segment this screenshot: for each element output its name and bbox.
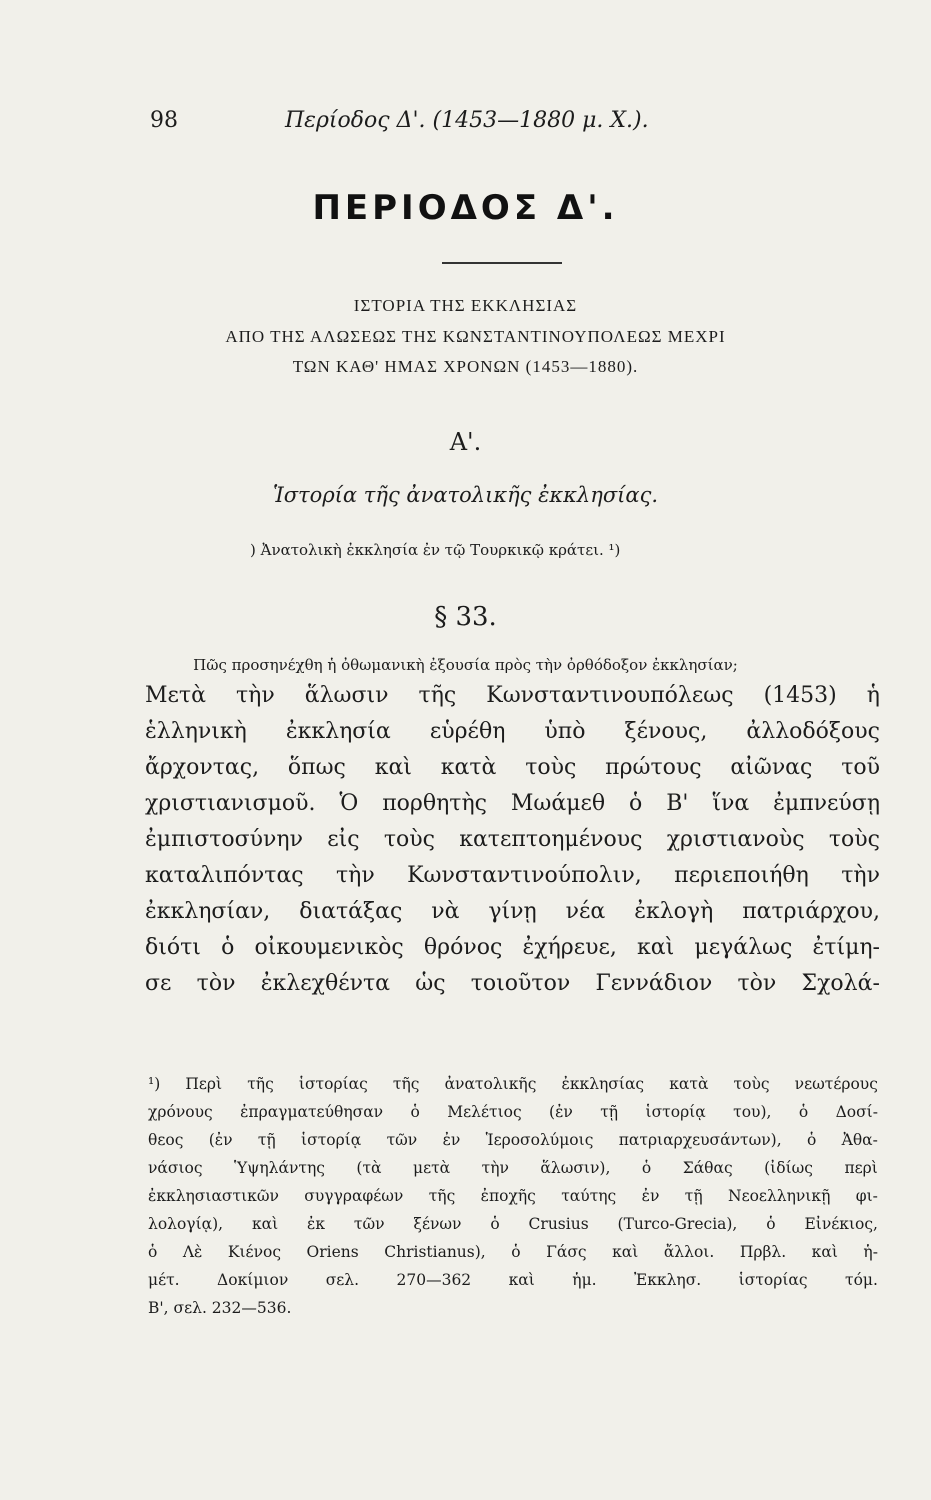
body-text xyxy=(145,678,880,1002)
word: κατὰ xyxy=(669,1075,709,1093)
word: Μελέτιος xyxy=(447,1103,522,1121)
word: τόμ. xyxy=(845,1271,878,1289)
word: εὑρέθη xyxy=(429,719,506,744)
word: καὶ xyxy=(251,1215,279,1233)
heading-rule xyxy=(442,262,562,264)
chapter-subtitle: ) Ἀνατολικὴ ἐκκλησία ἐν τῷ Τουρκικῷ κράτει. ¹) xyxy=(250,541,621,559)
word: ὁ xyxy=(511,1243,521,1261)
footnote-line xyxy=(148,1210,878,1238)
word: ἵνα xyxy=(712,791,750,816)
word: ἐκκλησιαστικῶν xyxy=(148,1187,279,1205)
body-line xyxy=(145,966,880,1002)
footnote xyxy=(148,1070,878,1322)
word: ἐκκλησίας xyxy=(561,1075,645,1093)
word: ἐκκλησίαν, xyxy=(145,899,271,924)
word: σελ. xyxy=(325,1271,360,1289)
word: ξένους, xyxy=(624,719,708,744)
word: ὁ xyxy=(148,1243,158,1261)
word: Γεννάδιον xyxy=(595,971,713,996)
word: θρόνος xyxy=(423,935,503,960)
word: (Turco-Grecia), xyxy=(617,1215,738,1233)
word: ἅλωσιν), xyxy=(540,1159,611,1177)
footnote-line xyxy=(148,1238,878,1266)
body-line xyxy=(145,930,880,966)
running-title: Περίοδος Δ'. (1453—1880 μ. Χ.). xyxy=(285,108,649,133)
word: ὁ xyxy=(641,1159,652,1177)
word: μεγάλως xyxy=(694,935,793,960)
word: ὁ xyxy=(490,1215,500,1233)
word: ταύτης xyxy=(561,1187,617,1205)
word: νεωτέρους xyxy=(794,1075,878,1093)
word: (1453) xyxy=(763,683,837,708)
word: ὅπως xyxy=(287,755,346,780)
word: ὁ xyxy=(798,1103,809,1121)
word: τοὺς xyxy=(383,827,435,852)
word: τῶν xyxy=(353,1215,385,1233)
word: Oriens xyxy=(306,1243,359,1261)
word: τοὺς xyxy=(733,1075,770,1093)
word: 270—362 xyxy=(396,1271,472,1289)
word: καὶ xyxy=(508,1271,535,1289)
word: ἐμπιστοσύνην xyxy=(145,827,303,852)
word: θεος xyxy=(148,1131,184,1149)
chapter-title: Ἱστορία τῆς ἀνατολικῆς ἐκκλησίας. xyxy=(272,483,659,507)
word: Ὁ xyxy=(339,791,359,816)
word: (ἐν xyxy=(208,1131,233,1149)
footnote-line: Β', σελ. 232—536. xyxy=(148,1299,292,1317)
word: (τὰ xyxy=(356,1159,382,1177)
word: φι- xyxy=(855,1187,878,1205)
word: νάσιος xyxy=(148,1159,203,1177)
word: τοιοῦτον xyxy=(470,971,571,996)
body-line xyxy=(145,894,880,930)
word: περιεποιήθη xyxy=(674,863,809,888)
word: γίνῃ xyxy=(488,899,537,924)
footnote-line xyxy=(148,1098,878,1126)
word: τῇ xyxy=(684,1187,703,1205)
word: νέα xyxy=(565,899,606,924)
word: (ἰδίως xyxy=(764,1159,813,1177)
word: τῆς xyxy=(247,1075,274,1093)
section-letter: Α'. xyxy=(449,428,482,456)
word: ὡς xyxy=(415,971,446,996)
word: οἰκουμενικὸς xyxy=(254,935,404,960)
word: ὁ xyxy=(221,935,235,960)
word: Πρβλ. xyxy=(739,1243,787,1261)
word: ἐπραγματεύθησαν xyxy=(240,1103,384,1121)
word: ἐτίμη- xyxy=(812,935,880,960)
word: καὶ xyxy=(637,935,675,960)
word: ἀλλοδόξους xyxy=(746,719,880,744)
word: συγγραφέων xyxy=(304,1187,404,1205)
word: ἡ- xyxy=(863,1243,878,1261)
word: ἱστορίας xyxy=(298,1075,368,1093)
word: ἐκ xyxy=(307,1215,326,1233)
word: (ἐν xyxy=(549,1103,573,1121)
word: περὶ xyxy=(844,1159,878,1177)
word: αἰῶνας xyxy=(730,755,813,780)
word: τῆς xyxy=(392,1075,420,1093)
word: εἰς xyxy=(327,827,360,852)
word: τὴν xyxy=(841,863,880,888)
word: λολογίᾳ), xyxy=(148,1215,224,1233)
word: ὁ xyxy=(766,1215,776,1233)
word: νὰ xyxy=(431,899,460,924)
word: ἐμπνεύσῃ xyxy=(773,791,880,816)
word: Κωνσταντινούπολιν, xyxy=(407,863,642,888)
word: χρόνους xyxy=(148,1103,213,1121)
word: χριστιανισμοῦ. xyxy=(145,791,316,816)
word: τοῦ xyxy=(841,755,880,780)
word: πρώτους xyxy=(605,755,702,780)
footnote-line xyxy=(148,1182,878,1210)
word: ἅλωσιν xyxy=(304,683,389,708)
period-heading: ΠΕΡΙΟΔΟΣ Δ'. xyxy=(312,188,619,228)
word: ὁ xyxy=(629,791,643,816)
word: ἱστορίᾳ xyxy=(301,1131,362,1149)
page-number: 98 xyxy=(150,108,178,133)
word: τὴν xyxy=(235,683,275,708)
word: ἱστορίας xyxy=(738,1271,808,1289)
word: ἐκκλησία xyxy=(285,719,391,744)
word: ¹) xyxy=(148,1075,161,1093)
word: ἐχήρευε, xyxy=(522,935,617,960)
word: καὶ xyxy=(374,755,412,780)
word: Νεοελληνικῇ xyxy=(728,1187,831,1205)
word: μετὰ xyxy=(413,1159,451,1177)
footnote-line xyxy=(148,1126,878,1154)
word: τὴν xyxy=(336,863,375,888)
word: Ἀθα- xyxy=(841,1131,878,1149)
word: σε xyxy=(145,971,172,996)
footnote-line xyxy=(148,1266,878,1294)
word: τῆς xyxy=(418,683,457,708)
subtitle-line-3: ΤΩΝ ΚΑΘ' ΗΜΑΣ ΧΡΟΝΩΝ (1453—1880). xyxy=(292,357,639,376)
word: κατὰ xyxy=(440,755,497,780)
word: πατριαρχευσάντων), xyxy=(618,1131,782,1149)
word: κατεπτοημένους xyxy=(459,827,643,852)
word: ὁ xyxy=(806,1131,817,1149)
word: καὶ xyxy=(811,1243,838,1261)
word: διότι xyxy=(145,935,201,960)
word: Β' xyxy=(666,791,689,816)
word: ἀνατολικῆς xyxy=(444,1075,537,1093)
word: ἐν xyxy=(442,1131,461,1149)
word: τοὺς xyxy=(525,755,577,780)
word: Εἰνέκιος, xyxy=(804,1215,878,1233)
word: πατριάρχου, xyxy=(742,899,880,924)
word: ἐν xyxy=(641,1187,660,1205)
word: τὸν xyxy=(737,971,777,996)
body-line xyxy=(145,714,880,750)
word: Ὑψηλάντης xyxy=(234,1159,325,1177)
word: Ἐκκλησ. xyxy=(634,1271,702,1289)
word: τῇ xyxy=(257,1131,276,1149)
word: ὁ xyxy=(410,1103,420,1121)
word: ἑλληνικὴ xyxy=(145,719,247,744)
word: ἐποχῆς xyxy=(480,1187,536,1205)
section-question: Πῶς προσηνέχθη ἡ ὀθωμανικὴ ἐξουσία πρὸς τὴν ὀρθόδοξον ἐκκλησίαν; xyxy=(193,656,738,674)
subtitle-line-1: ΙΣΤΟΡΙΑ ΤΗΣ ΕΚΚΛΗΣΙΑΣ xyxy=(353,296,578,315)
word: Christianus), xyxy=(384,1243,486,1261)
word: τὴν xyxy=(481,1159,509,1177)
word: Μωάμεθ xyxy=(510,791,606,816)
word: πορθητὴς xyxy=(382,791,487,816)
body-line xyxy=(145,858,880,894)
word: ἐκλογὴ xyxy=(634,899,714,924)
word: ἡμ. xyxy=(572,1271,597,1289)
word: ὑπὸ xyxy=(544,719,586,744)
word: τὸν xyxy=(196,971,236,996)
word: τῶν xyxy=(386,1131,418,1149)
paragraph-number: § 33. xyxy=(434,602,497,632)
body-line xyxy=(145,822,880,858)
word: Δοσί- xyxy=(835,1103,878,1121)
word: διατάξας xyxy=(299,899,403,924)
word: Crusius xyxy=(528,1215,589,1233)
word: Δοκίμιον xyxy=(217,1271,289,1289)
body-line xyxy=(145,786,880,822)
word: μέτ. xyxy=(148,1271,180,1289)
word: τῆς xyxy=(428,1187,456,1205)
subtitle-line-2: ΑΠΟ ΤΗΣ ΑΛΩΣΕΩΣ ΤΗΣ ΚΩΝΣΤΑΝΤΙΝΟΥΠΟΛΕΩΣ ΜΕΧΡΙ xyxy=(225,327,726,346)
word: Μετὰ xyxy=(145,683,206,708)
word: καὶ xyxy=(612,1243,639,1261)
word: τοὺς xyxy=(828,827,880,852)
word: ἄρχοντας, xyxy=(145,755,260,780)
word: ἄλλοι. xyxy=(663,1243,715,1261)
word: Κωνσταντινουπόλεως xyxy=(486,683,734,708)
body-line xyxy=(145,678,880,714)
word: Σχολά- xyxy=(801,971,880,996)
word: τῇ xyxy=(600,1103,619,1121)
footnote-line xyxy=(148,1154,878,1182)
footnote-line xyxy=(148,1070,878,1098)
word: ἱστορίᾳ xyxy=(645,1103,706,1121)
word: ἐκλεχθέντα xyxy=(260,971,390,996)
word: ξένων xyxy=(413,1215,462,1233)
word: Κιένος xyxy=(227,1243,282,1261)
word: χριστιανοὺς xyxy=(666,827,805,852)
word: Περὶ xyxy=(185,1075,223,1093)
word: καταλιπόντας xyxy=(145,863,304,888)
word: του), xyxy=(733,1103,772,1121)
word: Γάσς xyxy=(546,1243,587,1261)
word: Λὲ xyxy=(182,1243,203,1261)
word: Ἱεροσολύμοις xyxy=(485,1131,594,1149)
word: ἡ xyxy=(866,683,880,708)
word: Σάθας xyxy=(682,1159,733,1177)
body-line xyxy=(145,750,880,786)
